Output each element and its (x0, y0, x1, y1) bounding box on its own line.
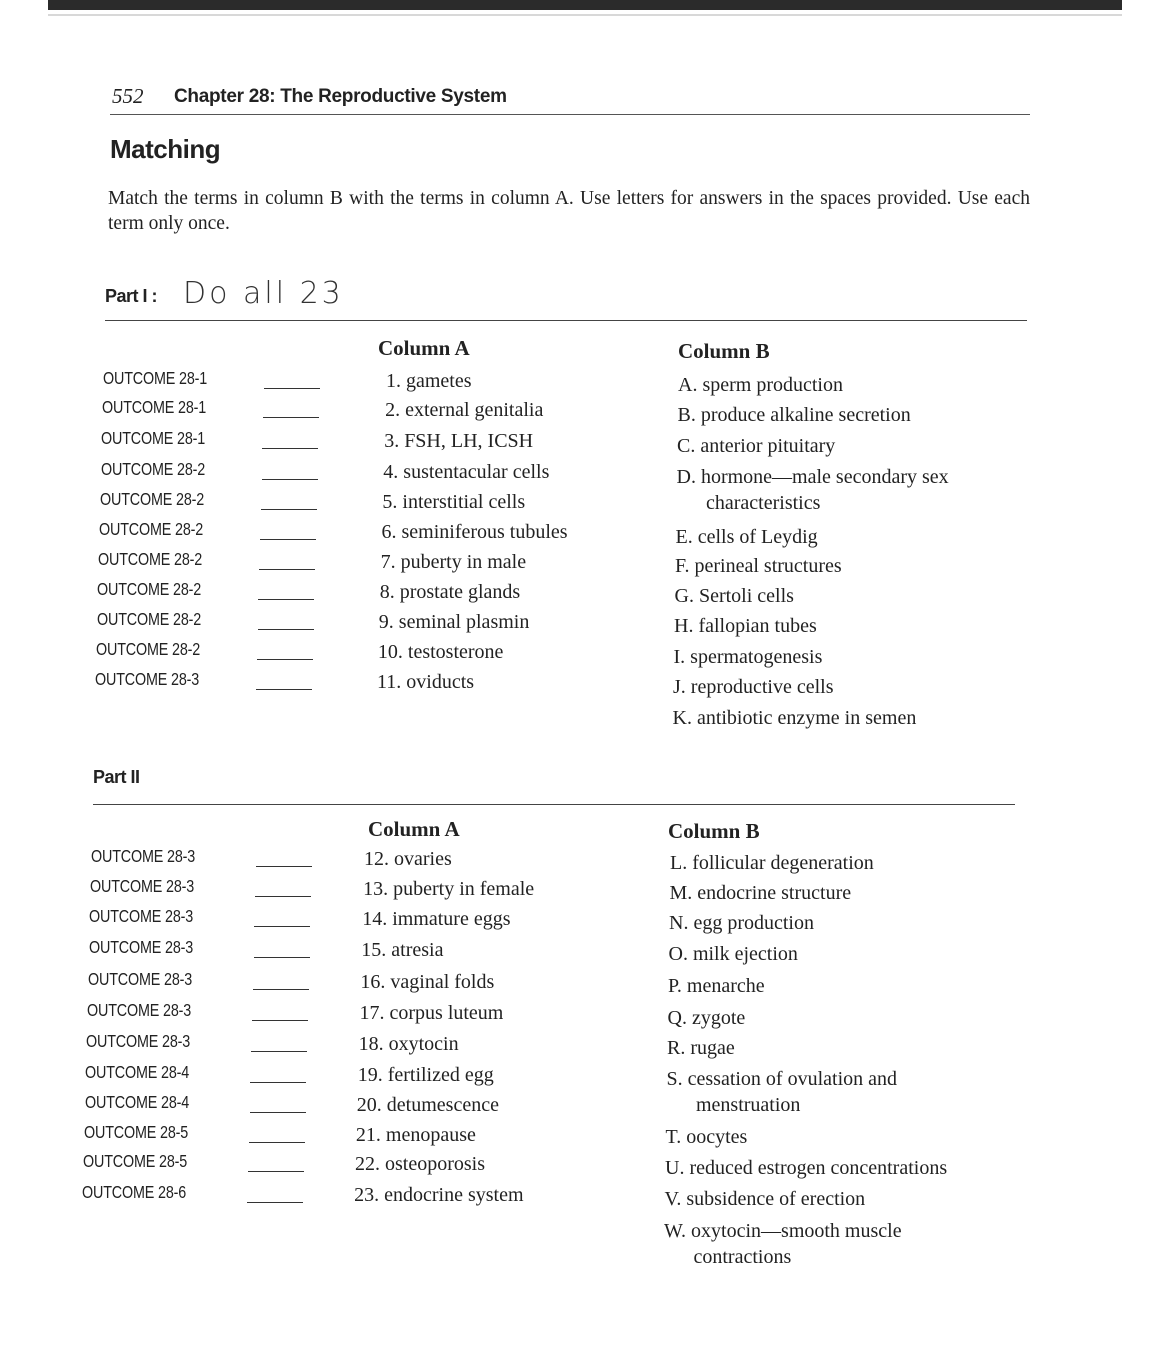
column-a-term: 9. seminal plasmin (378, 611, 530, 633)
outcome-label: OUTCOME 28-3 (87, 969, 192, 989)
answer-blank[interactable] (256, 689, 312, 690)
outcome-label: OUTCOME 28-3 (86, 1031, 191, 1051)
column-b-answer: M. endocrine structure (669, 882, 852, 904)
part1-column-b-title: Column B (678, 339, 770, 363)
answer-blank[interactable] (250, 1082, 306, 1083)
column-a-term: 5. interstitial cells (382, 491, 526, 513)
column-a-term: 22. osteoporosis (355, 1153, 485, 1175)
outcome-label: OUTCOME 28-3 (89, 906, 194, 926)
column-a-term: 21. menopause (355, 1124, 476, 1146)
answer-blank[interactable] (252, 1020, 308, 1021)
answer-blank[interactable] (249, 1142, 305, 1143)
column-b-answer: N. egg production (669, 912, 814, 934)
column-a-term: 19. fertilized egg (357, 1064, 494, 1086)
column-a-term: 10. testosterone (377, 641, 504, 663)
column-b-answer: Q. zygote (667, 1007, 746, 1029)
outcome-label: OUTCOME 28-3 (88, 937, 193, 957)
chapter-prefix: Chapter (174, 86, 244, 107)
answer-blank[interactable] (264, 388, 320, 389)
column-b-answer: B. produce alkaline secretion (677, 404, 911, 426)
column-a-term: 18. oxytocin (358, 1033, 459, 1055)
answer-blank[interactable] (258, 599, 314, 600)
column-a-term: 14. immature eggs (362, 908, 511, 930)
part2-column-b-title: Column B (668, 819, 760, 843)
column-b-answer: K. antibiotic enzyme in semen (672, 707, 917, 729)
column-b-answer: V. subsidence of erection (664, 1188, 866, 1210)
scan-top-bar (48, 0, 1122, 10)
answer-blank[interactable] (247, 1202, 303, 1203)
column-b-answer: U. reduced estrogen concentrations (665, 1157, 948, 1179)
outcome-label: OUTCOME 28-3 (90, 876, 195, 896)
outcome-label: OUTCOME 28-1 (102, 397, 207, 417)
column-a-term: 20. detumescence (356, 1094, 499, 1116)
answer-blank[interactable] (256, 866, 312, 867)
column-b-answer: R. rugae (667, 1037, 735, 1059)
outcome-label: OUTCOME 28-2 (95, 639, 200, 659)
header-rule (110, 114, 1030, 115)
column-b-answer: J. reproductive cells (673, 676, 834, 698)
answer-blank[interactable] (248, 1171, 304, 1172)
answer-blank[interactable] (262, 479, 318, 480)
outcome-label: OUTCOME 28-1 (101, 428, 206, 448)
column-b-answer: P. menarche (668, 975, 765, 997)
outcome-label: OUTCOME 28-3 (91, 846, 196, 866)
part1-label-colon: : (151, 286, 158, 306)
outcome-label: OUTCOME 28-2 (96, 609, 201, 629)
outcome-label: OUTCOME 28-5 (83, 1122, 188, 1142)
part1-column-a-title: Column A (378, 336, 470, 360)
part1-label-text: Part I (105, 286, 148, 306)
part1-rule (105, 320, 1027, 321)
column-b-answer: G. Sertoli cells (674, 585, 794, 607)
column-b-answer: D. hormone—male secondary sex (676, 466, 949, 488)
outcome-label: OUTCOME 28-6 (82, 1182, 187, 1202)
column-a-term: 6. seminiferous tubules (381, 521, 568, 543)
answer-blank[interactable] (259, 569, 315, 570)
column-b-answer: L. follicular degeneration (670, 852, 874, 874)
answer-blank[interactable] (250, 1112, 306, 1113)
column-b-answer: F. perineal structures (675, 555, 842, 577)
outcome-label: OUTCOME 28-3 (95, 669, 200, 689)
instructions: Match the terms in column B with the terms in column A. Use letters for answers in the spaces provided. Use each term only once. (108, 188, 1030, 234)
answer-blank[interactable] (255, 896, 311, 897)
column-a-term: 7. puberty in male (380, 551, 527, 573)
chapter-number: 28 (248, 86, 270, 107)
column-b-answer-continuation: contractions (693, 1246, 792, 1268)
answer-blank[interactable] (254, 957, 310, 958)
column-a-term: 4. sustentacular cells (383, 461, 550, 483)
outcome-label: OUTCOME 28-2 (99, 519, 204, 539)
part2-column-a-title: Column A (368, 817, 460, 841)
outcome-label: OUTCOME 28-2 (97, 579, 202, 599)
answer-blank[interactable] (262, 448, 318, 449)
answer-blank[interactable] (261, 509, 317, 510)
column-b-answer: H. fallopian tubes (674, 615, 817, 637)
column-b-answer: E. cells of Leydig (675, 526, 818, 548)
answer-blank[interactable] (257, 659, 313, 660)
outcome-label: OUTCOME 28-4 (84, 1092, 189, 1112)
outcome-label: OUTCOME 28-2 (98, 549, 203, 569)
part1-label (105, 286, 157, 307)
section-title: Matching (110, 134, 221, 164)
column-a-term: 11. oviducts (377, 671, 475, 693)
outcome-label: OUTCOME 28-5 (83, 1151, 188, 1171)
column-b-answer: W. oxytocin—smooth muscle (664, 1220, 902, 1242)
column-b-answer: S. cessation of ovulation and (666, 1068, 898, 1090)
answer-blank[interactable] (253, 989, 309, 990)
answer-blank[interactable] (251, 1051, 307, 1052)
chapter-title (174, 86, 507, 108)
column-a-term: 12. ovaries (364, 848, 452, 870)
column-a-term: 13. puberty in female (363, 878, 535, 900)
handwritten-note: Do all 23 (183, 276, 344, 311)
column-a-term: 15. atresia (361, 939, 444, 961)
page-number: 552 (112, 84, 144, 108)
column-a-term: 1. gametes (386, 370, 472, 392)
column-b-answer: O. milk ejection (668, 943, 798, 965)
column-a-term: 8. prostate glands (379, 581, 521, 603)
part2-label: Part II (93, 767, 140, 787)
column-a-term: 3. FSH, LH, ICSH (384, 430, 534, 452)
column-a-term: 2. external genitalia (385, 399, 544, 421)
answer-blank[interactable] (260, 539, 316, 540)
column-a-term: 17. corpus luteum (359, 1002, 504, 1024)
column-a-term: 16. vaginal folds (360, 971, 495, 993)
answer-blank[interactable] (254, 926, 310, 927)
answer-blank[interactable] (263, 417, 319, 418)
column-b-answer-continuation: characteristics (706, 492, 821, 514)
outcome-label: OUTCOME 28-3 (87, 1000, 192, 1020)
outcome-label: OUTCOME 28-2 (100, 459, 205, 479)
column-b-answer-continuation: menstruation (696, 1094, 801, 1116)
outcome-label: OUTCOME 28-4 (85, 1062, 190, 1082)
outcome-label: OUTCOME 28-2 (99, 489, 204, 509)
column-b-answer: I. spermatogenesis (673, 646, 823, 668)
scan-top-line (48, 14, 1122, 16)
part2-rule (93, 804, 1015, 805)
chapter-name: : The Reproductive System (269, 86, 507, 107)
column-b-answer: C. anterior pituitary (677, 435, 836, 457)
answer-blank[interactable] (258, 629, 314, 630)
outcome-label: OUTCOME 28-1 (103, 368, 208, 388)
column-a-term: 23. endocrine system (354, 1184, 524, 1206)
column-b-answer: T. oocytes (665, 1126, 748, 1148)
column-b-answer: A. sperm production (678, 374, 843, 396)
